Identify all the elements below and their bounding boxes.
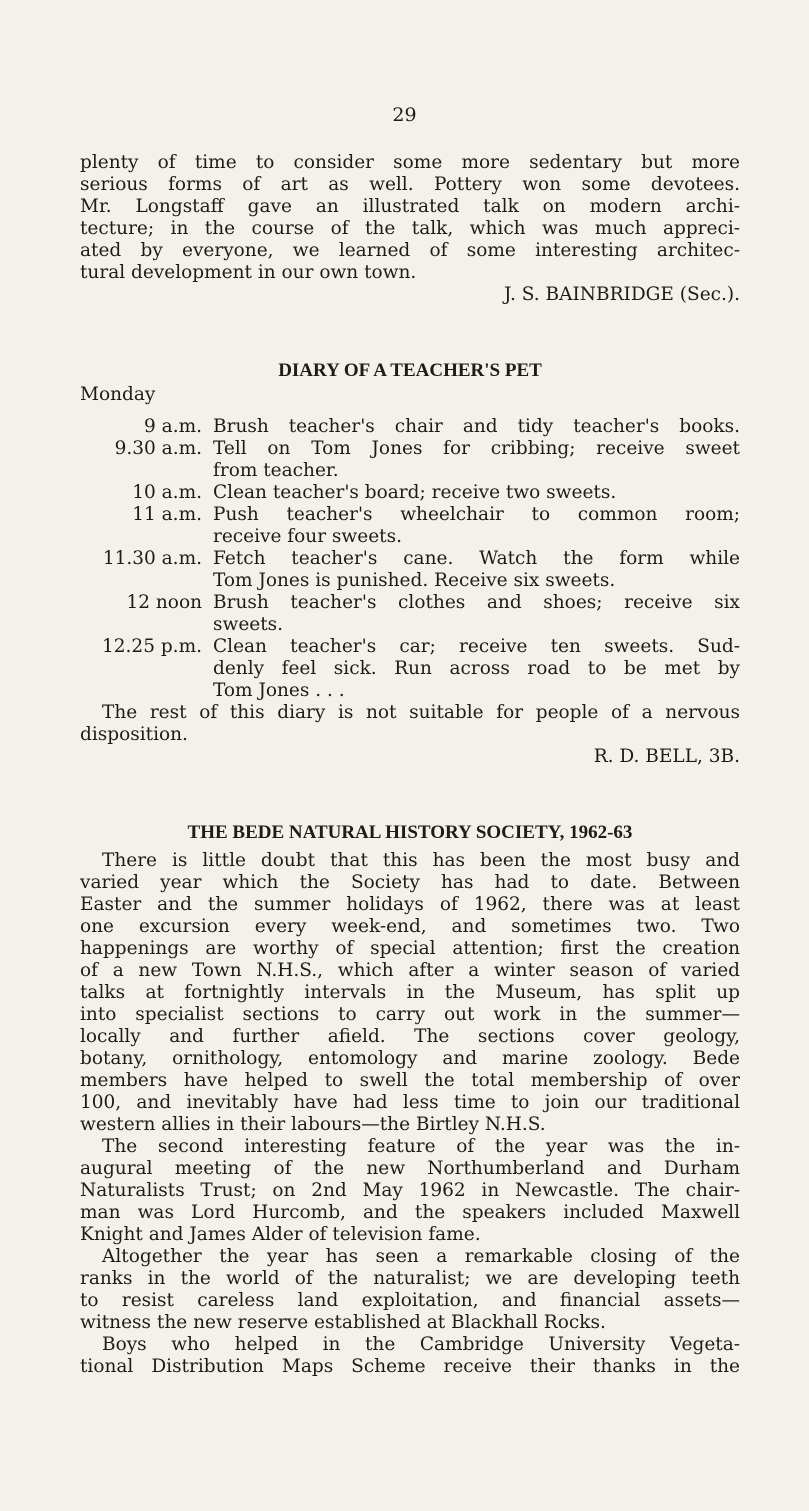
entry-text: receive four sweets. <box>213 526 402 547</box>
text-line: tecture; in the course of the talk, which was much appreci- <box>80 218 740 239</box>
text-line: tional Distribution Maps Scheme receive their thanks in the <box>80 1356 740 1377</box>
diary-title: DIARY OF A TEACHER'S PET <box>278 360 542 381</box>
text-line: varied year which the Society has had to date. Between <box>80 872 740 893</box>
entry-time: 9 a.m. <box>144 416 202 437</box>
diary-closing <box>80 702 740 768</box>
text-line: witness the new reserve established at Blackhall Rocks. <box>80 1312 606 1333</box>
text-line: Mr. Longstaff gave an illustrated talk on modern archi- <box>80 196 740 217</box>
signature: J. S. BAINBRIDGE (Sec.). <box>504 284 740 305</box>
text-line: locally and further afield. The sections cover geology, <box>80 1026 740 1047</box>
text-line: Knight and James Alder of television fame. <box>80 1224 481 1245</box>
intro-paragraph <box>80 152 740 306</box>
entry-time: 11 a.m. <box>132 504 202 525</box>
entry-text: Tom Jones . . . <box>213 680 345 701</box>
text-line: ated by everyone, we learned of some interesting architec- <box>80 240 740 261</box>
text-line: one excursion every week-end, and sometimes two. Two <box>80 916 740 937</box>
text-line: Altogether the year has seen a remarkable closing of the <box>102 1246 740 1267</box>
text-line: Easter and the summer holidays of 1962, there was at least <box>80 894 740 915</box>
entry-text: Clean teacher's board; receive two sweets. <box>213 482 617 503</box>
text-line: into specialist sections to carry out work in the summer— <box>80 1004 740 1025</box>
entry-time: 12.25 p.m. <box>102 636 202 657</box>
entry-text: Brush teacher's chair and tidy teacher's books. <box>213 416 740 437</box>
text-line: serious forms of art as well. Pottery won some devotees. <box>80 174 740 195</box>
diary-day <box>80 384 740 406</box>
bede-article <box>80 850 740 1378</box>
text-line: ranks in the world of the naturalist; we are developing teeth <box>80 1268 740 1289</box>
text-line: to resist careless land exploitation, and financial assets— <box>80 1290 740 1311</box>
text-line: 100, and inevitably have had less time to join our traditional <box>80 1092 740 1113</box>
text-line: There is little doubt that this has been the most busy and <box>102 850 740 871</box>
entry-text: Fetch teacher's cane. Watch the form while <box>213 548 740 569</box>
entry-text: from teacher. <box>213 460 339 481</box>
entry-time: 11.30 a.m. <box>102 548 202 569</box>
text-line: botany, ornithology, entomology and marine zoology. Bede <box>80 1048 740 1069</box>
entry-text: Push teacher's wheelchair to common room; <box>213 504 740 525</box>
text-line: augural meeting of the new Northumberland and Durham <box>80 1158 740 1179</box>
text-line: disposition. <box>80 724 188 745</box>
text-line: man was Lord Hurcomb, and the speakers included Maxwell <box>80 1202 740 1223</box>
entry-time: 9.30 a.m. <box>114 438 202 459</box>
text-line: talks at fortnightly intervals in the Museum, has split up <box>80 982 740 1003</box>
entry-text: sweets. <box>213 614 284 635</box>
text-line: members have helped to swell the total membership of over <box>80 1070 740 1091</box>
text-line: happenings are worthy of special attention; first the creation <box>80 938 740 959</box>
text-line: The rest of this diary is not suitable for people of a nervous <box>102 702 740 723</box>
text-line: Boys who helped in the Cambridge University Vegeta- <box>102 1334 740 1355</box>
text-line: tural development in our own town. <box>80 262 417 283</box>
day-label: Monday <box>80 384 156 405</box>
text-line: western allies in their labours—the Birtley N.H.S. <box>80 1114 546 1135</box>
text-line: Naturalists Trust; on 2nd May 1962 in Newcastle. The chair- <box>80 1180 740 1201</box>
signature: R. D. BELL, 3B. <box>593 746 740 767</box>
text-line: of a new Town N.H.S., which after a winter season of varied <box>80 960 740 981</box>
page-number: 29 <box>392 104 417 126</box>
entry-text: Brush teacher's clothes and shoes; receive six <box>213 592 740 613</box>
entry-text: Tom Jones is punished. Receive six sweets. <box>213 570 616 591</box>
entry-time: 12 noon <box>126 592 202 613</box>
entry-text: Tell on Tom Jones for cribbing; receive sweet <box>213 438 740 459</box>
text-line: The second interesting feature of the year was the in- <box>102 1136 740 1157</box>
entry-text: denly feel sick. Run across road to be met by <box>213 658 740 679</box>
entry-text: Clean teacher's car; receive ten sweets. Sud- <box>213 636 740 657</box>
entry-time: 10 a.m. <box>132 482 202 503</box>
text-line: plenty of time to consider some more sedentary but more <box>80 152 740 173</box>
bede-title: THE BEDE NATURAL HISTORY SOCIETY, 1962-63 <box>187 822 633 843</box>
